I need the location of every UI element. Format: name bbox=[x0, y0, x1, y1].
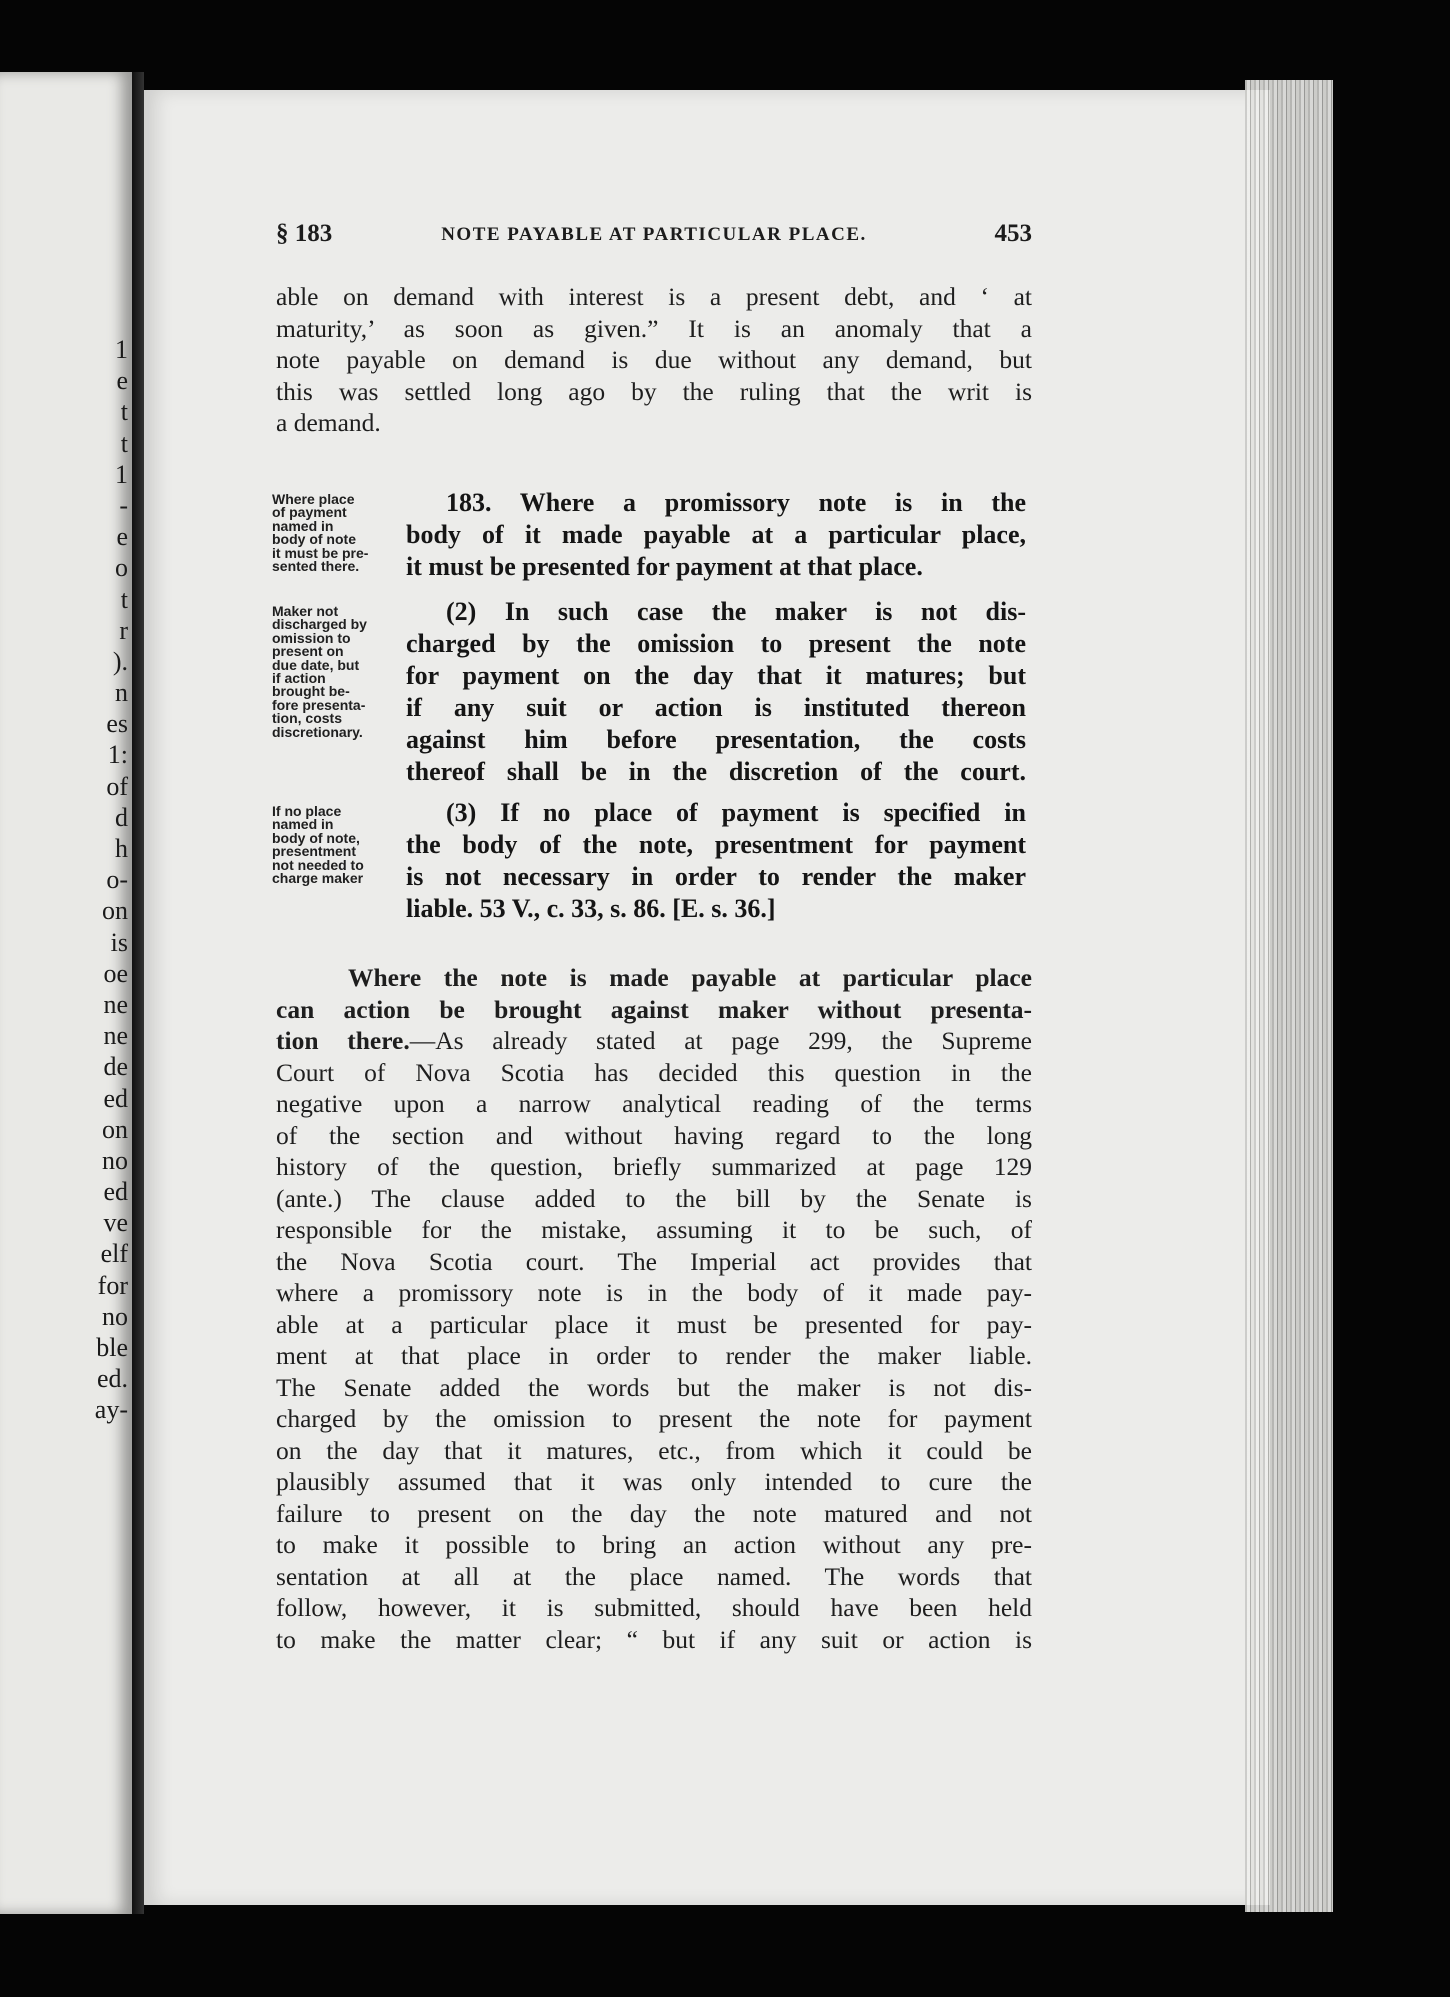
text-line: history of the question, briefly summarized at page 129 bbox=[276, 1152, 1032, 1181]
left-fragment-line: o bbox=[115, 553, 128, 583]
statute-line: body of it made payable at a particular place, bbox=[406, 520, 1026, 549]
marginal-note-line: Maker not bbox=[272, 603, 339, 619]
text-line: follow, however, it is submitted, should have been held bbox=[276, 1593, 1032, 1622]
text-line: responsible for the mistake, assuming it to be such, of bbox=[276, 1215, 1032, 1244]
statute-line: the body of the note, presentment for payment bbox=[406, 830, 1026, 859]
text-line: where a promissory note is in the body of it made pay- bbox=[276, 1278, 1032, 1307]
left-fragment-line: 1 bbox=[115, 335, 128, 364]
marginal-note-line: not needed to bbox=[272, 856, 364, 873]
text-line: charged by the omission to present the note for payment bbox=[276, 1404, 1032, 1433]
marginal-note-3 bbox=[272, 805, 406, 885]
page-edge-stack bbox=[1245, 80, 1333, 1912]
marginal-note-line: fore presenta- bbox=[272, 696, 366, 713]
marginal-note-line: If no place bbox=[272, 803, 342, 819]
marginal-note-line: tion, costs bbox=[272, 710, 343, 727]
left-fragment-line: 1: bbox=[107, 740, 128, 770]
left-fragment-line: no bbox=[102, 1301, 128, 1331]
page-number: 453 bbox=[994, 220, 1032, 247]
commentary-heading-line: can action be brought against maker without presenta- bbox=[276, 994, 1032, 1024]
marginal-note-line: named in bbox=[272, 816, 334, 833]
text-line: The Senate added the words but the maker is not dis- bbox=[276, 1372, 1032, 1402]
left-fragment-line: ne bbox=[103, 1021, 128, 1051]
text-line: to make it possible to bring an action without any pre- bbox=[276, 1530, 1032, 1559]
statute-line: liable. 53 V., c. 33, s. 86. [E. s. 36.] bbox=[406, 894, 776, 923]
marginal-note-line: named in bbox=[272, 517, 334, 534]
marginal-note-line: present on bbox=[272, 643, 344, 660]
marginal-note-line: if action bbox=[272, 670, 326, 687]
marginal-note-line: sented there. bbox=[272, 558, 360, 575]
left-fragment-line: ne bbox=[103, 989, 128, 1019]
statute-line: if any suit or action is instituted thereon bbox=[406, 693, 1026, 722]
commentary-heading-line: tion there. bbox=[276, 1026, 410, 1055]
running-header bbox=[276, 220, 1032, 256]
text-line: able at a particular place it must be presented for pay- bbox=[276, 1309, 1032, 1339]
left-fragment-line: no bbox=[102, 1145, 128, 1175]
left-fragment-line: ). bbox=[112, 646, 128, 676]
left-fragment-line: ed bbox=[103, 1083, 128, 1113]
statute-line: charged by the omission to present the note bbox=[406, 629, 1026, 658]
left-fragment-line: ed. bbox=[96, 1364, 128, 1394]
commentary-heading-line: Where the note is made payable at particular place bbox=[348, 963, 1032, 992]
left-fragment-line: d bbox=[115, 802, 128, 832]
statute-subsection-3 bbox=[406, 797, 1026, 925]
statute-line: for payment on the day that it matures; but bbox=[406, 661, 1026, 690]
text-line: of the section and without having regard to the long bbox=[276, 1120, 1032, 1150]
left-fragment-line: es bbox=[106, 709, 128, 739]
book-gutter bbox=[132, 72, 144, 1914]
text-line: this was settled long ago by the ruling that the writ is bbox=[276, 376, 1032, 406]
marginal-note-line: brought be- bbox=[272, 683, 350, 700]
marginal-note-line: it must be pre- bbox=[272, 544, 369, 561]
marginal-note-line: body of note bbox=[272, 531, 356, 548]
left-fragment-line: ay- bbox=[94, 1395, 128, 1425]
left-fragment-line: ed bbox=[103, 1177, 128, 1207]
text-line: able on demand with interest is a present debt, and ‘ at bbox=[276, 282, 1032, 311]
marginal-note-2 bbox=[272, 605, 406, 739]
text-line: (ante.) The clause added to the bill by the Senate is bbox=[276, 1183, 1032, 1213]
text-line bbox=[276, 1025, 1032, 1057]
left-fragment-line: oe bbox=[103, 958, 128, 988]
left-fragment-line: is bbox=[110, 927, 128, 957]
marginal-note-line: presentment bbox=[272, 843, 357, 860]
section-number: § 183 bbox=[276, 220, 333, 247]
text-line: sentation at all at the place named. The words that bbox=[276, 1561, 1032, 1591]
left-fragment-line: on bbox=[102, 1114, 128, 1144]
text-line: a demand. bbox=[276, 408, 381, 437]
marginal-note-1 bbox=[272, 493, 406, 573]
statute-line: is not necessary in order to render the maker bbox=[406, 862, 1026, 891]
left-page-fragment bbox=[0, 72, 132, 1914]
text-line: plausibly assumed that it was only intended to cure the bbox=[276, 1467, 1032, 1496]
left-fragment-line: h bbox=[115, 834, 128, 863]
left-fragment-line: on bbox=[102, 896, 128, 926]
commentary-body bbox=[276, 1057, 1032, 1656]
left-fragment-line: ble bbox=[96, 1333, 128, 1362]
left-fragment-line: t bbox=[120, 397, 128, 427]
text-line: Court of Nova Scotia has decided this question in the bbox=[276, 1057, 1032, 1087]
commentary-lead-tail: —As already stated at page 299, the Supreme bbox=[409, 1026, 1032, 1055]
text-line: on the day that it matures, etc., from which it could be bbox=[276, 1435, 1032, 1465]
left-fragment-line: n bbox=[115, 678, 128, 708]
text-line: maturity,’ as soon as given.” It is an anomaly that a bbox=[276, 313, 1032, 343]
text-line: failure to present on the day the note matured and not bbox=[276, 1498, 1032, 1528]
left-fragment-line: 1 bbox=[115, 459, 128, 489]
marginal-note-line: omission to bbox=[272, 629, 351, 646]
left-fragment-line: ve bbox=[103, 1208, 128, 1238]
left-fragment-line: elf bbox=[100, 1239, 128, 1269]
left-fragment-line: de bbox=[103, 1052, 128, 1082]
marginal-note-line: charge maker bbox=[272, 870, 364, 887]
left-page-text-fragments bbox=[95, 334, 128, 1426]
text-line: ment at that place in order to render the maker liable. bbox=[276, 1341, 1032, 1370]
text-line: to make the matter clear; “ but if any suit or action is bbox=[276, 1624, 1032, 1654]
marginal-note-line: discharged by bbox=[272, 616, 367, 633]
left-fragment-line: - bbox=[119, 490, 128, 520]
left-fragment-line: r bbox=[119, 615, 128, 645]
text-line: negative upon a narrow analytical reading of the terms bbox=[276, 1089, 1032, 1118]
statute-subsection-1 bbox=[406, 487, 1026, 583]
commentary-paragraph bbox=[276, 962, 1032, 1655]
left-fragment-line: e bbox=[116, 366, 128, 396]
statute-line: against him before presentation, the costs bbox=[406, 725, 1026, 754]
text-line: the Nova Scotia court. The Imperial act provides that bbox=[276, 1246, 1032, 1276]
intro-paragraph bbox=[276, 281, 1032, 439]
statute-line: (3) If no place of payment is specified in bbox=[446, 798, 1026, 827]
left-fragment-line: for bbox=[97, 1270, 128, 1300]
left-fragment-line: t bbox=[120, 428, 128, 458]
left-fragment-line: e bbox=[116, 522, 128, 552]
statute-subsection-2 bbox=[406, 596, 1026, 788]
text-line: note payable on demand is due without any demand, but bbox=[276, 345, 1032, 374]
marginal-note-line: due date, but bbox=[272, 656, 360, 673]
statute-line: 183. Where a promissory note is in the bbox=[446, 488, 1026, 517]
left-fragment-line: t bbox=[120, 584, 128, 614]
marginal-note-line: Where place bbox=[272, 491, 355, 507]
left-fragment-line: o- bbox=[106, 865, 128, 895]
statute-line: it must be presented for payment at that place. bbox=[406, 552, 923, 581]
marginal-note-line: of payment bbox=[272, 504, 347, 521]
marginal-note-line: discretionary. bbox=[272, 723, 363, 740]
running-title: NOTE PAYABLE AT PARTICULAR PLACE. bbox=[441, 224, 867, 245]
statute-line: thereof shall be in the discretion of the court. bbox=[406, 757, 1026, 786]
marginal-note-line: body of note, bbox=[272, 829, 360, 846]
statute-line: (2) In such case the maker is not dis- bbox=[446, 597, 1026, 626]
left-fragment-line: of bbox=[106, 771, 128, 801]
